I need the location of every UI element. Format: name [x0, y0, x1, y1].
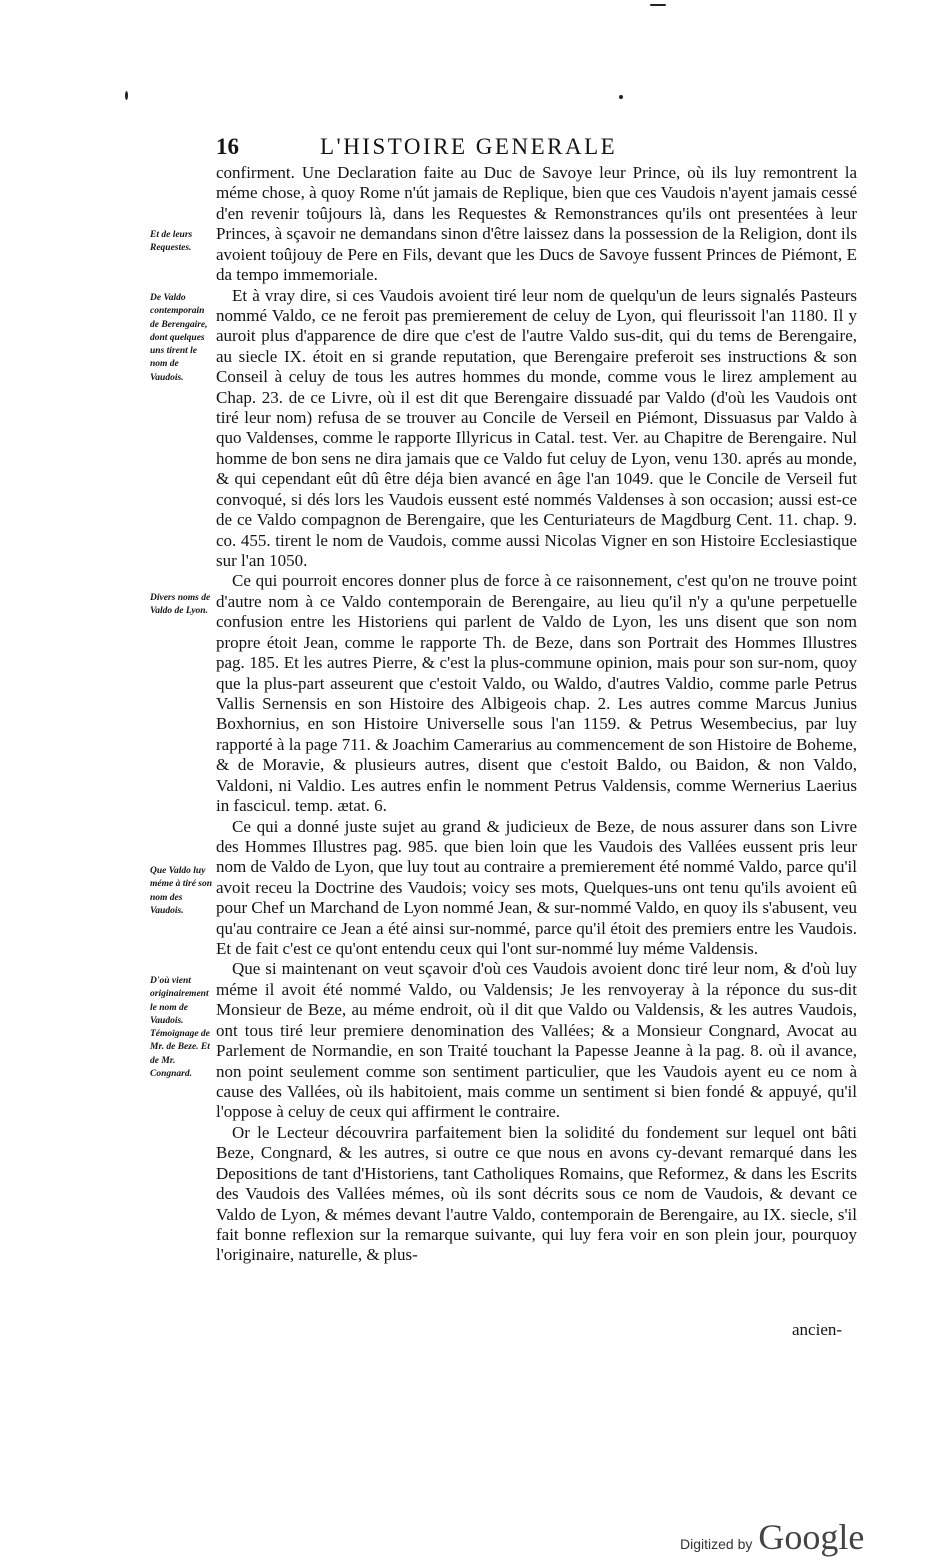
paragraph: Or le Lecteur découvrira parfaitement bien la solidité du fondement sur lequel ont bâti Beze, Congnard, & les autres, si outre ce que nous en avons cy-devant remarqué dans les Depositions de tant d'Historiens, tant Catholiques Romains, que Reformez, & dans les Escrits des Vaudois des Vallées mémes, où ils sont décrits sous ce nom de Vaudois, & devant ce Valdo de Lyon, & mémes devant l'autre Valdo, contemporain de Berengaire, au IX. siecle, s'il fait bonne reflexion sur la remarque suivante, qui luy fera voir en son plein jour, pourquoy l'originaire, naturelle, & plus- [216, 1122, 857, 1265]
google-logo: Google [758, 1517, 865, 1557]
ink-speck [125, 91, 128, 100]
margin-note: Que Valdo luy méme à tiré son nom des Vaudois. [150, 866, 213, 916]
catchword: ancien- [792, 1320, 843, 1339]
paragraph: Que si maintenant on veut sçavoir d'où ces Vaudois avoient donc tiré leur nom, & d'où luy méme il avoit été nommé Valdo, ou Valdensis; Je les renvoyeray à la réponce du sus-dit Monsieur de Beze, au méme endroit, où il dit que Valdo ou Valdensis, & les autres Vaudois, ont tous tiré leur premiere denomination des Vallées; & a Monsieur Congnard, Avocat au Parlement de Normandie, en son Traité touchant la Papesse Jeanne à la pag. 8. où il avance, non point seulement comme son sentiment particulier, que les Vaudois ayent eu ce nom à cause des Vallées, où ils habitoient, mais comme un sentiment si bien fondé & appuyé, qu'il l'oppose à celuy de ceux qui affirment le contraire. [216, 959, 857, 1122]
margin-note: Divers noms de Valdo de Lyon. [150, 593, 211, 617]
margin-note: Et de leurs Requestes. [150, 230, 193, 254]
paragraph: Et à vray dire, si ces Vaudois avoient tiré leur nom de quelqu'un de leurs signalés Pasteurs nommé Valdo, ce ne feroit pas premierement de celuy de Lyon, qui fleurissoit l'an 1180. Il y auroit plus d'apparence de dire que c'est de l'autre Valdo sus-dit, qui du tems de Berengaire, au siecle IX. étoit en si grande reputation, que Berengaire preferoit ses instructions & son Conseil à celuy de tous les autres hommes du monde, comme vous le lirez amplement au Chap. 23. de ce Livre, où il est dit que Berengaire dissuadé par Valdo (d'où les Vaudois ont tiré leur nom) refusa de se trouver au Concile de Verseil en Piémont, Dissuasus par Valdo à quo Valdenses, comme le rapporte Illyricus in Catal. test. Ver. au Chapitre de Berengaire. Nul homme de bon sens ne dira jamais que ce Valdo fut celuy de Lyon, venu 130. aprés au monde, & qui cependant eût dû être déja bien avancé en âge l'an 1049. que le Concile de Verseil fut convoqué, si dés lors les Vaudois eussent esté nommés Valdenses à son occasion; aussi est-ce de ce Valdo compagnon de Berengaire, que les Centuriateurs de Magdburg Cent. 11. chap. 9. co. 455. tirent le nom de Vaudois, comme aussi Nicolas Vigner en son Histoire Ecclesiastique sur l'an 1050. [216, 285, 857, 571]
watermark-prefix: Digitized by [680, 1536, 753, 1552]
running-title: L'HISTOIRE GENERALE [320, 134, 618, 159]
paragraph: confirment. Une Declaration faite au Duc de Savoye leur Prince, où ils luy remontrent la méme chose, à quoy Rome n'út jamais de Replique, bien que ces Vaudois n'ayent jamais cessé d'en revenir toûjours là, dans les Requestes & Remonstrances qu'ils ont presentées à leur Princes, à sçavoir ne demandans sinon d'être laissez dans la possession de la Religion, dont ils avoient toûjouy de Pere en Fils, devant que les Ducs de Savoye fussent Princes de Piémont, E da tempo immemoriale. [216, 163, 857, 285]
paragraph: Ce qui pourroit encores donner plus de force à ce raisonnement, c'est qu'on ne trouve point d'autre nom à ce Valdo contemporain de Berengaire, au lieu qu'il n'y a qu'une perpetuelle confusion entre les Historiens qui parlent de Valdo de Lyon, les uns disent que son nom propre étoit Jean, comme le rapporte Th. de Beze, dans son Portrait des Hommes Illustres pag. 185. Et les autres Pierre, & c'est la plus-commune opinion, mais pour son sur-nom, quoy que la plus-part asseurent que c'estoit Valdo, ou Waldo, d'autres Valdio, comme parle Petrus Vallis Sernensis en son Histoire des Albigeois chap. 2. Les autres comme Marcus Junius Boxhornius, en son Histoire Universelle sous l'an 1159. & Petrus Wesembecius, par luy rapporté à la page 711. & Joachim Camerarius au commencement de son Histoire de Boheme, & de Moravie, & plusieurs autres, disent que c'estoit Baldo, ou Baidon, & non Valdo, Valdoni, ni Valdio. Les autres enfin le nomment Petrus Valdensis, comme Wernerius Laerius in fascicul. temp. ætat. 6. [216, 571, 857, 816]
ink-speck [650, 4, 666, 6]
page-number: 16 [216, 134, 239, 159]
main-text [216, 163, 857, 1266]
margin-note: De Valdo contemporain de Berengaire, dont quelques uns tirent le nom de Vaudois. [150, 293, 208, 383]
paragraph: Ce qui a donné juste sujet au grand & judicieux de Beze, de nous assurer dans son Livre des Hommes Illustres pag. 985. que bien loin que les Vaudois des Vallées eussent pris leur nom de Valdo de Lyon, que luy tout au contraire a premierement été nommé Valdo, parce qu'il avoit receu la Doctrine des Vaudois; voicy ses mots, Quelques-uns ont tenu qu'ils avoient eû pour Chef un Marchand de Lyon nommé Jean, & sur-nommé Valdo, en quoy ils s'abusent, veu qu'au contraire ce Jean a été ainsi sur-nommé, parce qu'il étoit des premiers entre les Vaudois. Et de fait c'est ce qu'ont entendu ceux qui l'ont sur-nommé luy méme Valdensis. [216, 816, 857, 959]
ink-speck [619, 95, 623, 99]
margin-note: D'où vient originairement le nom de Vaudois. Témoignage de Mr. de Beze. Et de Mr. Congnard. [150, 976, 210, 1080]
digitized-watermark [680, 1516, 864, 1558]
